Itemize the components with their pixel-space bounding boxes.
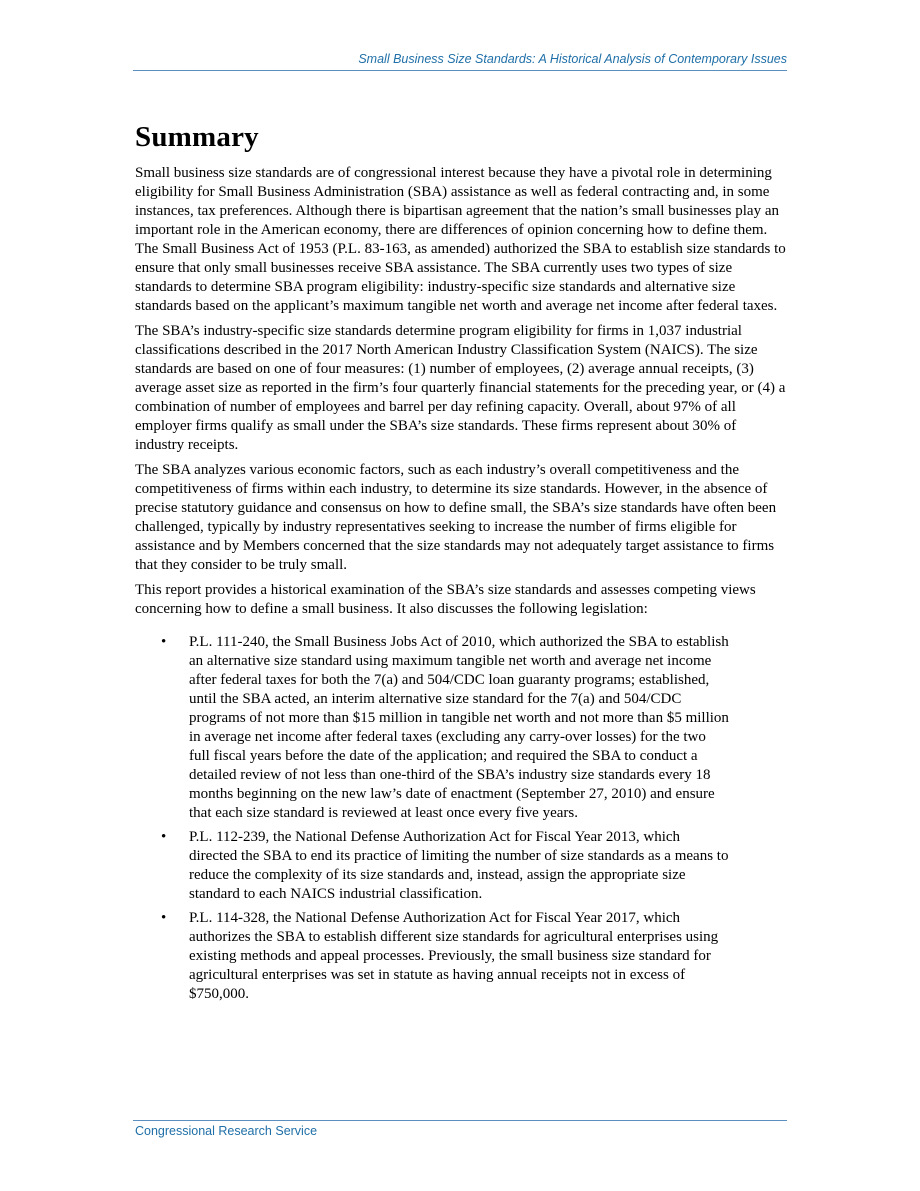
- paragraph-report-overview: This report provides a historical examination of the SBA’s size standards and assesses competing views concerning how to define a small business. It also discusses the following legislation:: [135, 582, 756, 617]
- bullet-icon: •: [161, 634, 167, 650]
- list-item-text: P.L. 114-328, the National Defense Authorization Act for Fiscal Year 2017, which authorizes the SBA to establish different size standards for agricultural enterprises using existing methods and appeal processes. Previously, the small business size standard for agricultural enterprises was set in statute as having annual receipts not in excess of $750,000.: [189, 910, 719, 1002]
- list-item-text: P.L. 112-239, the National Defense Authorization Act for Fiscal Year 2013, which directed the SBA to end its practice of limiting the number of size standards as a means to reduce the complexity of its size standards and, instead, assign the appropriate size standard to each NAICS industrial classification.: [189, 829, 729, 902]
- running-header: [133, 52, 787, 71]
- paragraph-economic-factors: The SBA analyzes various economic factors, such as each industry’s overall competitiveness and the competitiveness of firms within each industry, to determine its size standards. However, in the absence of precise statutory guidance and consensus on how to define small, the SBA’s size standards have often been challenged, typically by industry representatives seeking to increase the number of firms eligible for assistance and by Members concerned that the size standards may not adequately target assistance to firms that they consider to be truly small.: [135, 462, 777, 573]
- footer-source: Congressional Research Service: [135, 1124, 318, 1138]
- running-footer: [133, 1120, 787, 1139]
- list-item: [135, 828, 729, 904]
- list-item-text: P.L. 111-240, the Small Business Jobs Act of 2010, which authorized the SBA to establish an alternative size standard using maximum tangible net worth and average net income after federal taxes for both the 7(a) and 504/CDC loan guaranty programs; established, until the SBA acted, an interim alternative size standard for the 7(a) and 504/CDC programs of not more than $15 million in tangible net worth and not more than $5 million in average net income after federal taxes (excluding any carry-over losses) for the two full fiscal years before the date of the application; and required the SBA to conduct a detailed review of not less than one-third of the SBA’s industry size standards every 18 months beginning on the new law’s date of enactment (September 27, 2010) and ensure that each size standard is reviewed at least once every five years.: [189, 634, 729, 821]
- paragraph-intro: Small business size standards are of congressional interest because they have a pivotal role in determining eligibility for Small Business Administration (SBA) assistance as well as federal contracting and, in some instances, tax preferences. Although there is bipartisan agreement that the nation’s small businesses play an important role in the American economy, there are differences of opinion concerning how to define them. The Small Business Act of 1953 (P.L. 83-163, as amended) authorized the SBA to establish size standards to ensure that only small businesses receive SBA assistance. The SBA currently uses two types of size standards to determine SBA program eligibility: industry-specific size standards and alternative size standards based on the applicant’s maximum tangible net worth and average net income after federal taxes.: [135, 165, 786, 314]
- list-item: [135, 633, 729, 823]
- paragraph-industry-standards: The SBA’s industry-specific size standards determine program eligibility for firms in 1,037 industrial classifications described in the 2017 North American Industry Classification System (NAICS). The size standards are based on one of four measures: (1) number of employees, (2) average annual receipts, (3) average asset size as reported in the firm’s four quarterly financial statements for the preceding year, or (4) a combination of number of employees and barrel per day refining capacity. Overall, about 97% of all employer firms qualify as small under the SBA’s size standards. These firms represent about 30% of industry receipts.: [135, 323, 786, 453]
- bullet-icon: •: [161, 910, 167, 926]
- list-item: [135, 909, 729, 1004]
- bullet-icon: •: [161, 829, 167, 845]
- section-title: Summary: [135, 121, 259, 153]
- summary-section: [135, 120, 787, 1009]
- running-header-title: Small Business Size Standards: A Historical Analysis of Contemporary Issues: [358, 52, 787, 66]
- legislation-list: [135, 633, 787, 1004]
